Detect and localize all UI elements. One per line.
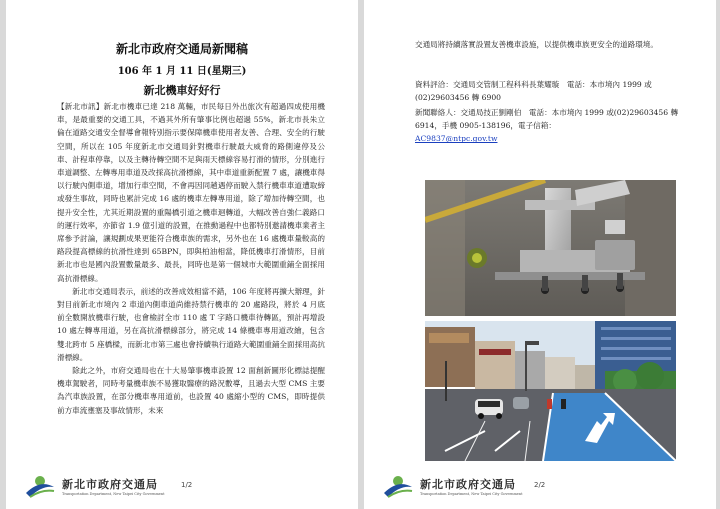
- press-release-headline: 新北機車好好行: [143, 84, 221, 97]
- logo-text: 新北市政府交通局: [420, 478, 516, 491]
- body-text: [57, 100, 325, 417]
- contact-line: 新聞聯絡人：交通局技正劉剛伯 電話：本市境內 1999 或(02)29603456 轉 6914，手機 0905-138196，電子信箱：: [415, 108, 679, 131]
- street-photo-illustration: [425, 321, 676, 461]
- page-number: 2/2: [534, 481, 546, 489]
- paragraph: 新北市交通局表示，前述的改善成效相當不錯，106 年度將再擴大辦理，針對目前新北市境內 2 車道內側車道尚維持禁行機車的 20 處路段，將於 4 月底前全數開放機車行駛，也會檢討全市 110 處 T 字路口機車待轉區，預計再增設 10 處左轉專用道，另在高抗滑標線部分，將完成 14 條機車專用道改繪，包含雙北跨市 5 座橋樑，而新北市第三處也會持續執行道路大範圍重鋪全面採用高抗滑標線。: [57, 286, 325, 362]
- ntpc-transport-logo-icon: [382, 473, 414, 499]
- tester-photo-illustration: [425, 180, 676, 316]
- logo-text: 新北市政府交通局: [62, 478, 158, 491]
- press-release-date: 106 年 1 月 11 日(星期三): [117, 66, 247, 77]
- department-logo: [382, 473, 523, 499]
- paragraph: 除此之外，市府交通局也在十大易肇事機車設置 12 面創新圖形化標誌提醒機車駕駛者，同時考量機車族不易獲取醫療的路況數導，且過去大型 CMS 主要為汽車族設置，在部分機車專用道前，也設置 40 處縮小型的 CMS，即時提供前方車流壅塞及事故情形，未來: [57, 366, 325, 415]
- email-link[interactable]: AC9837@ntpc.gov.tw: [415, 134, 498, 144]
- paragraph: 交通局將持續落實設置友善機車設施，以提供機車族更安全的道路環境。: [415, 40, 658, 49]
- contact-info-1: [415, 78, 685, 104]
- logo-subtext: Transportation Department, New Taipei City Government: [420, 492, 523, 496]
- photo-skid-resistance-tester: [425, 180, 676, 316]
- contact-line: 資料評洽：交通局交管制工程科科長葉耀璇 電話：本市境內 1999 或(02)29603456 轉 6900: [415, 80, 652, 103]
- page-number: 1/2: [181, 481, 193, 489]
- document-page-1: [6, 0, 358, 509]
- photo-motorcycle-lane: [425, 321, 676, 461]
- press-release-title: 新北市政府交通局新聞稿: [115, 42, 248, 56]
- continuation-text: [415, 38, 683, 51]
- document-page-2: [364, 0, 716, 509]
- contact-info-2: [415, 106, 685, 146]
- paragraph: 【新北市訊】新北市機車已達 218 萬輛，市民每日外出旅次有超過四成使用機車，是最重要的交通工具，不過其外所有肇事比例也超過 55%，新北市長朱立倫在道路交通安全督導會報特別指示要保障機車使用者友善、合理、安全的行駛空間，所以在 105 年度新北市交通局針對機車行駛最大威脅的路側違停及公車、計程車停靠，以及主轉待轉空間不足與雨天標線容易打滑的情形，分別進行車道調整、左轉專用車道及改採高抗滑標線，其中車道重新配置 7 處，讓機車得以行駛內側車道，增加行車空間，不會再因同趟遇停而駛入禁行機車車道遭取締或發生事故，同時也累計完成 16 處的機車左轉專用道，除了增加待轉空間，也提升安全性，尤其近期設置的重陽橋引道之機車迴轉道，大幅改善自強仁義路口的運行效率，亦節省 1.9 億引道的設置，在推動過程中也都特別邀請機車業者主席參予討論，讓規劃成果更能符合機車族的需求，另外也在 16 處機車量較高的路段提高標線的抗滑性達到 65BPN，即與柏油相當，降低機車打滑情形，目前新北市也是國內設置數量最多、最長，同時也是第一個城市大範圍重鋪全面採用高抗滑標線。: [57, 102, 325, 283]
- department-logo: [24, 473, 165, 499]
- ntpc-transport-logo-icon: [24, 473, 56, 499]
- logo-subtext: Transportation Department, New Taipei City Government: [62, 492, 165, 496]
